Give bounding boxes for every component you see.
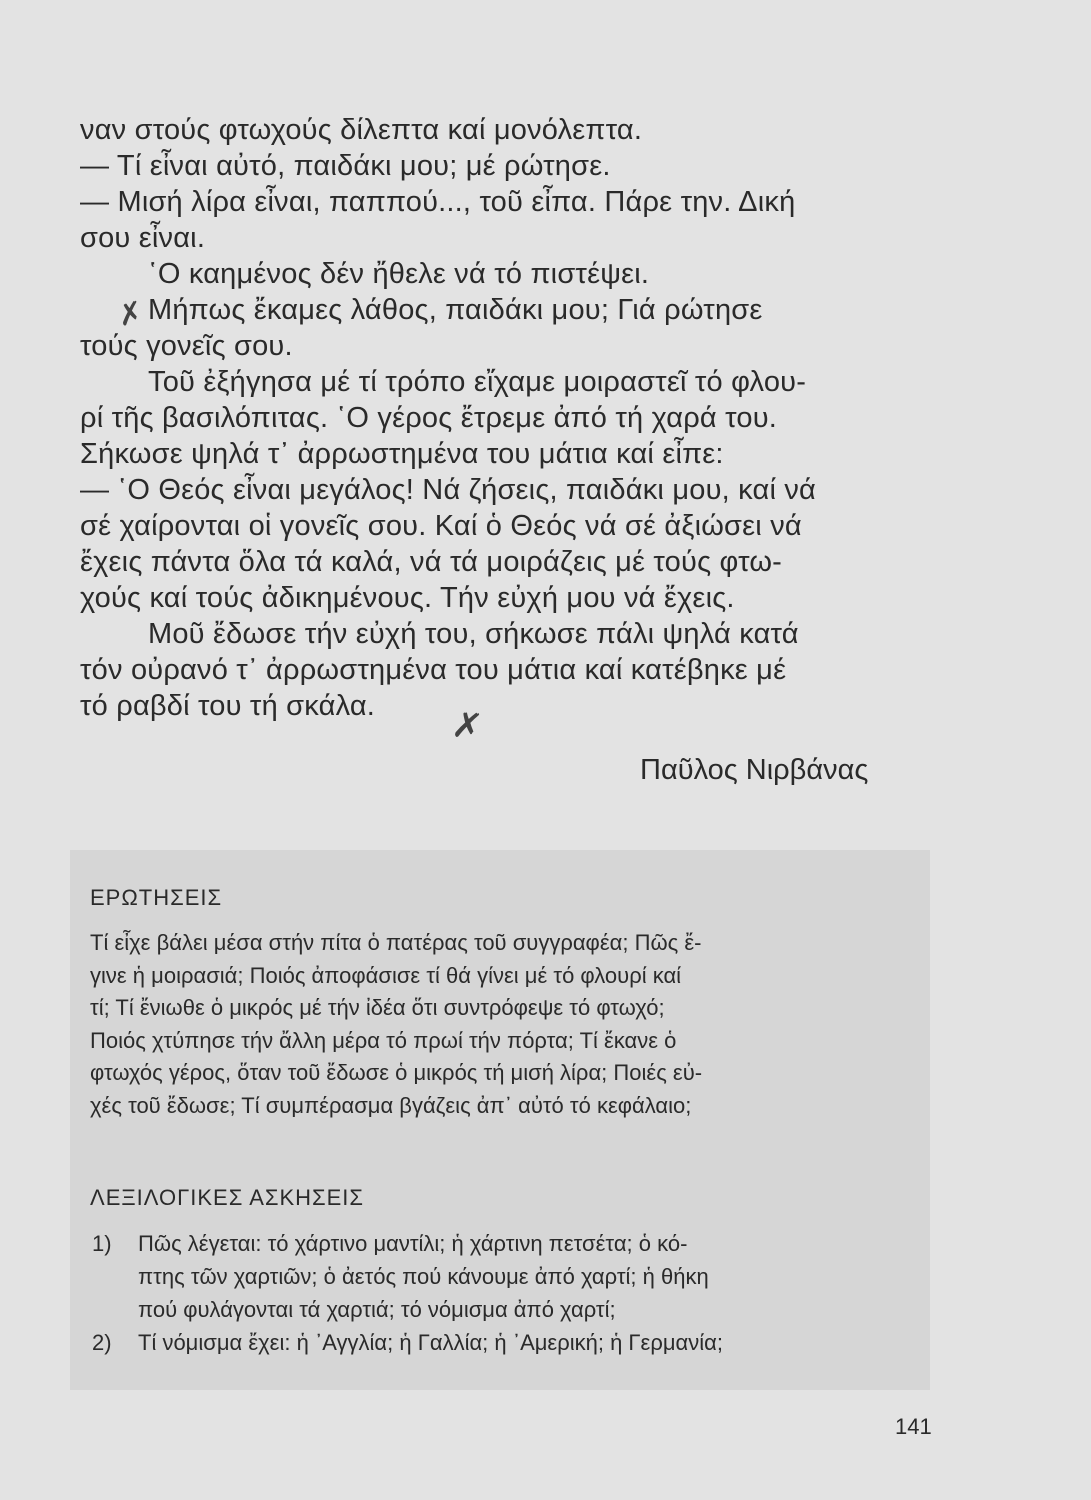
exercise-line: Τί νόμισμα ἔχει: ἡ ᾽Αγγλία; ἡ Γαλλία; ἡ ᾽Αμερική; ἡ Γερμανία;	[138, 1330, 723, 1355]
question-line: Ποιός χτύπησε τήν ἄλλη μέρα τό πρωί τήν πόρτα; Τί ἔκανε ὁ	[90, 1027, 677, 1053]
exercise-line: πτης τῶν χαρτιῶν; ὁ ἀετός πού κάνουμε ἀπό χαρτί; ἡ θήκη	[138, 1264, 709, 1289]
story-line: χούς καί τούς ἀδικημένους. Τήν εὐχή μου νά ἔχεις.	[80, 582, 735, 614]
story-line: ῾Ο καημένος δέν ἤθελε νά τό πιστέψει.	[148, 258, 650, 290]
story-line: — Μισή λίρα εἶναι, παππού..., τοῦ εἶπα. Πάρε την. Δική	[80, 186, 796, 218]
question-line: γινε ἡ μοιρασιά; Ποιός ἀποφάσισε τί θά γίνει μέ τό φλουρί καί	[90, 962, 682, 988]
story-line: τό ραβδί του τή σκάλα.	[80, 690, 376, 722]
author-name: Παῦλος Νιρβάνας	[640, 754, 869, 786]
question-line: χές τοῦ ἔδωσε; Τί συμπέρασμα βγάζεις ἀπ᾽ αὐτό τό κεφάλαιο;	[90, 1092, 692, 1118]
exercise-line: πού φυλάγονται τά χαρτιά; τό νόμισμα ἀπό χαρτί;	[138, 1297, 616, 1322]
exercise-item	[92, 1227, 912, 1326]
pencil-x-mark-icon: ✗	[449, 704, 485, 749]
exercises-list	[92, 1227, 912, 1359]
story-line: — ῾Ο Θεός εἶναι μεγάλος! Νά ζήσεις, παιδάκι μου, καί νά	[80, 474, 817, 506]
page-number: 141	[895, 1414, 932, 1439]
questions-text	[90, 927, 910, 1122]
story-line: Μοῦ ἔδωσε τήν εὐχή του, σήκωσε πάλι ψηλά κατά	[148, 618, 799, 650]
story-line: — Τί εἶναι αὐτό, παιδάκι μου; μέ ρώτησε.	[80, 150, 611, 182]
story-line: Τοῦ ἐξήγησα μέ τί τρόπο εἴχαμε μοιραστεῖ τό φλου-	[148, 366, 807, 398]
exercise-line: Πῶς λέγεται: τό χάρτινο μαντίλι; ἡ χάρτινη πετσέτα; ὁ κό-	[138, 1231, 688, 1256]
story-line: τόν οὐρανό τ᾽ ἀρρωστημένα του μάτια καί κατέβηκε μέ	[80, 654, 787, 686]
story-line: ἔχεις πάντα ὅλα τά καλά, νά τά μοιράζεις μέ τούς φτω-	[80, 546, 783, 578]
story-line: σου εἶναι.	[80, 222, 206, 254]
exercise-number: 1)	[92, 1231, 112, 1256]
exercise-number: 2)	[92, 1330, 112, 1355]
pencil-x-mark-icon: ✗	[114, 294, 147, 335]
question-line: φτωχός γέρος, ὅταν τοῦ ἔδωσε ὁ μικρός τή μισή λίρα; Ποιές εὐ-	[90, 1060, 703, 1085]
exercises-heading: ΛΕΞΙΛΟΓΙΚΕΣ ΑΣΚΗΣΕΙΣ	[90, 1185, 365, 1210]
story-line: Μήπως ἔκαμες λάθος, παιδάκι μου; Γιά ρώτησε	[148, 294, 763, 326]
exercise-item	[92, 1326, 912, 1359]
story-line: ρί τῆς βασιλόπιτας. ῾Ο γέρος ἔτρεμε ἀπό τή χαρά του.	[80, 402, 778, 434]
exercise-text	[138, 1326, 912, 1359]
story-line: τούς γονεῖς σου.	[80, 330, 293, 362]
question-line: τί; Τί ἔνιωθε ὁ μικρός μέ τήν ἰδέα ὅτι συντρόφεψε τό φτωχό;	[90, 995, 665, 1020]
questions-heading: ΕΡΩΤΗΣΕΙΣ	[90, 885, 223, 910]
story-line: σέ χαίρονται οἱ γονεῖς σου. Καί ὁ Θεός νά σέ ἀξιώσει νά	[80, 510, 802, 542]
exercise-text	[138, 1227, 912, 1326]
story-text	[80, 112, 920, 724]
question-line: Τί εἶχε βάλει μέσα στήν πίτα ὁ πατέρας τοῦ συγγραφέα; Πῶς ἔ-	[90, 930, 702, 955]
story-line: Σήκωσε ψηλά τ᾽ ἀρρωστημένα του μάτια καί εἶπε:	[80, 438, 724, 470]
story-line: ναν στούς φτωχούς δίλεπτα καί μονόλεπτα.	[80, 114, 643, 146]
